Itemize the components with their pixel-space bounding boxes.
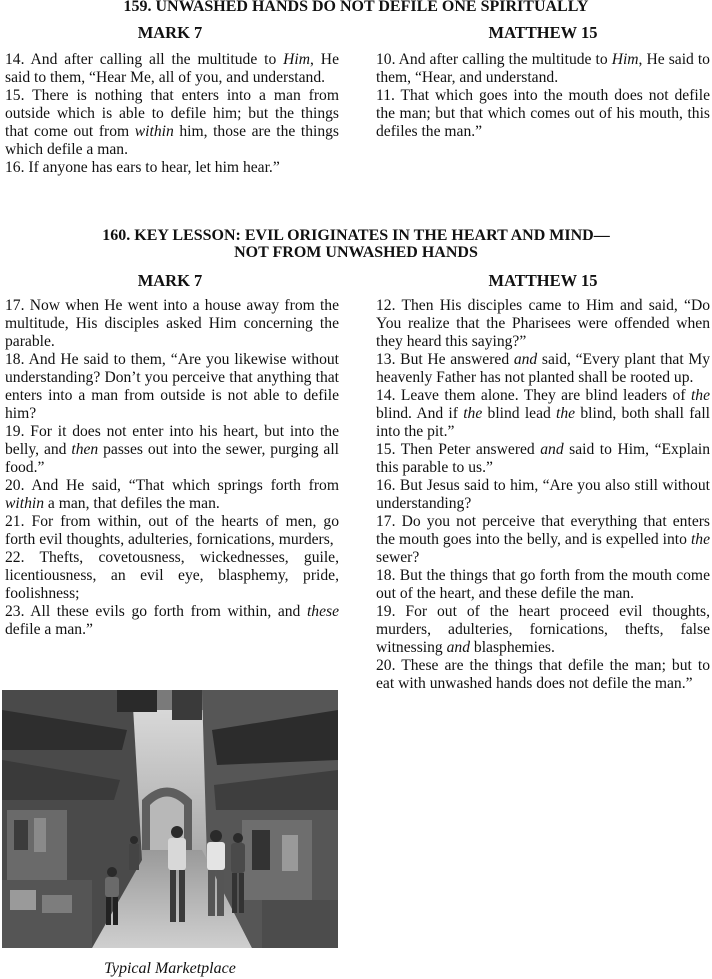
verse-mark-7-20: 20. And He said, “That which springs forth from within a man, that defiles the man.: [5, 477, 339, 512]
verse-matthew-15-20: 20. These are the things that defile the man; but to eat with unwashed hands does not defile the man.”: [376, 657, 710, 692]
verse-mark-7-22: 22. Thefts, covetousness, wickednesses, guile, licentiousness, an evil eye, blasphemy, pride, foolishness;: [5, 549, 339, 602]
verse-mark-7-14: 14. And after calling all the multitude to Him, He said to them, “Hear Me, all of you, and understand.: [5, 51, 339, 86]
section-160-matthew-text: [376, 297, 710, 693]
verse-matthew-15-15: 15. Then Peter answered and said to Him, “Explain this parable to us.”: [376, 441, 711, 476]
section-159-mark-text: [5, 51, 339, 177]
section-159-mark-header: MARK 7: [137, 23, 203, 42]
section-159-matthew-text: [376, 51, 710, 141]
verse-matthew-15-14: 14. Leave them alone. They are blind leaders of the blind. And if the blind lead the blind, both shall fall into the pit.”: [376, 387, 710, 440]
section-159-title: 159. UNWASHED HANDS DO NOT DEFILE ONE SPIRITUALLY: [123, 0, 589, 15]
section-160-mark-text: [5, 297, 339, 639]
verse-mark-7-19: 19. For it does not enter into his heart, but into the belly, and then passes out into the sewer, purging all food.”: [5, 423, 339, 476]
verse-matthew-15-18: 18. But the things that go forth from the mouth come out of the heart, and these defile the man.: [376, 567, 710, 602]
section-160-title-line1: 160. KEY LESSON: EVIL ORIGINATES IN THE HEART AND MIND—: [102, 227, 610, 244]
section-160-title-line2: NOT FROM UNWASHED HANDS: [234, 244, 478, 261]
verse-matthew-15-13: 13. But He answered and said, “Every plant that My heavenly Father has not planted shall be rooted up.: [376, 351, 710, 386]
verse-mark-7-21: 21. For from within, out of the hearts of men, go forth evil thoughts, adulteries, fornications, murders,: [5, 513, 339, 548]
section-160-mark-header: MARK 7: [137, 271, 203, 290]
verse-matthew-15-19: 19. For out of the heart proceed evil thoughts, murders, adulteries, fornications, thefts, false witnessing and blasphemies.: [376, 603, 710, 656]
verse-matthew-15-16: 16. But Jesus said to him, “Are you also still without understanding?: [376, 477, 710, 512]
verse-matthew-15-12: 12. Then His disciples came to Him and said, “Do You realize that the Pharisees were offended when they heard this saying?”: [376, 297, 710, 350]
verse-mark-7-16: 16. If anyone has ears to hear, let him hear.”: [5, 159, 280, 176]
verse-matthew-15-11: 11. That which goes into the mouth does not defile the man; but that which comes out of his mouth, this defiles the man.”: [376, 87, 710, 140]
marketplace-photo: [2, 690, 338, 948]
verse-matthew-15-17: 17. Do you not perceive that everything that enters the mouth goes into the belly, and is expelled into the sewer?: [376, 513, 710, 566]
photo-caption: Typical Marketplace: [104, 960, 236, 977]
verse-matthew-15-10: 10. And after calling the multitude to Him, He said to them, “Hear, and understand.: [376, 51, 710, 86]
verse-mark-7-17: 17. Now when He went into a house away from the multitude, His disciples asked Him concerning the parable.: [5, 297, 339, 350]
verse-mark-7-23: 23. All these evils go forth from within, and these defile a man.”: [5, 603, 339, 638]
verse-mark-7-18: 18. And He said to them, “Are you likewise without understanding? Don’t you perceive that anything that enters into a man from outside is not able to defile him?: [5, 351, 339, 422]
verse-mark-7-15: 15. There is nothing that enters into a man from outside which is able to defile him; but the things that come out from within him, those are the things which defile a man.: [5, 87, 340, 158]
section-159-matthew-header: MATTHEW 15: [488, 23, 598, 42]
section-160-matthew-header: MATTHEW 15: [488, 271, 598, 290]
